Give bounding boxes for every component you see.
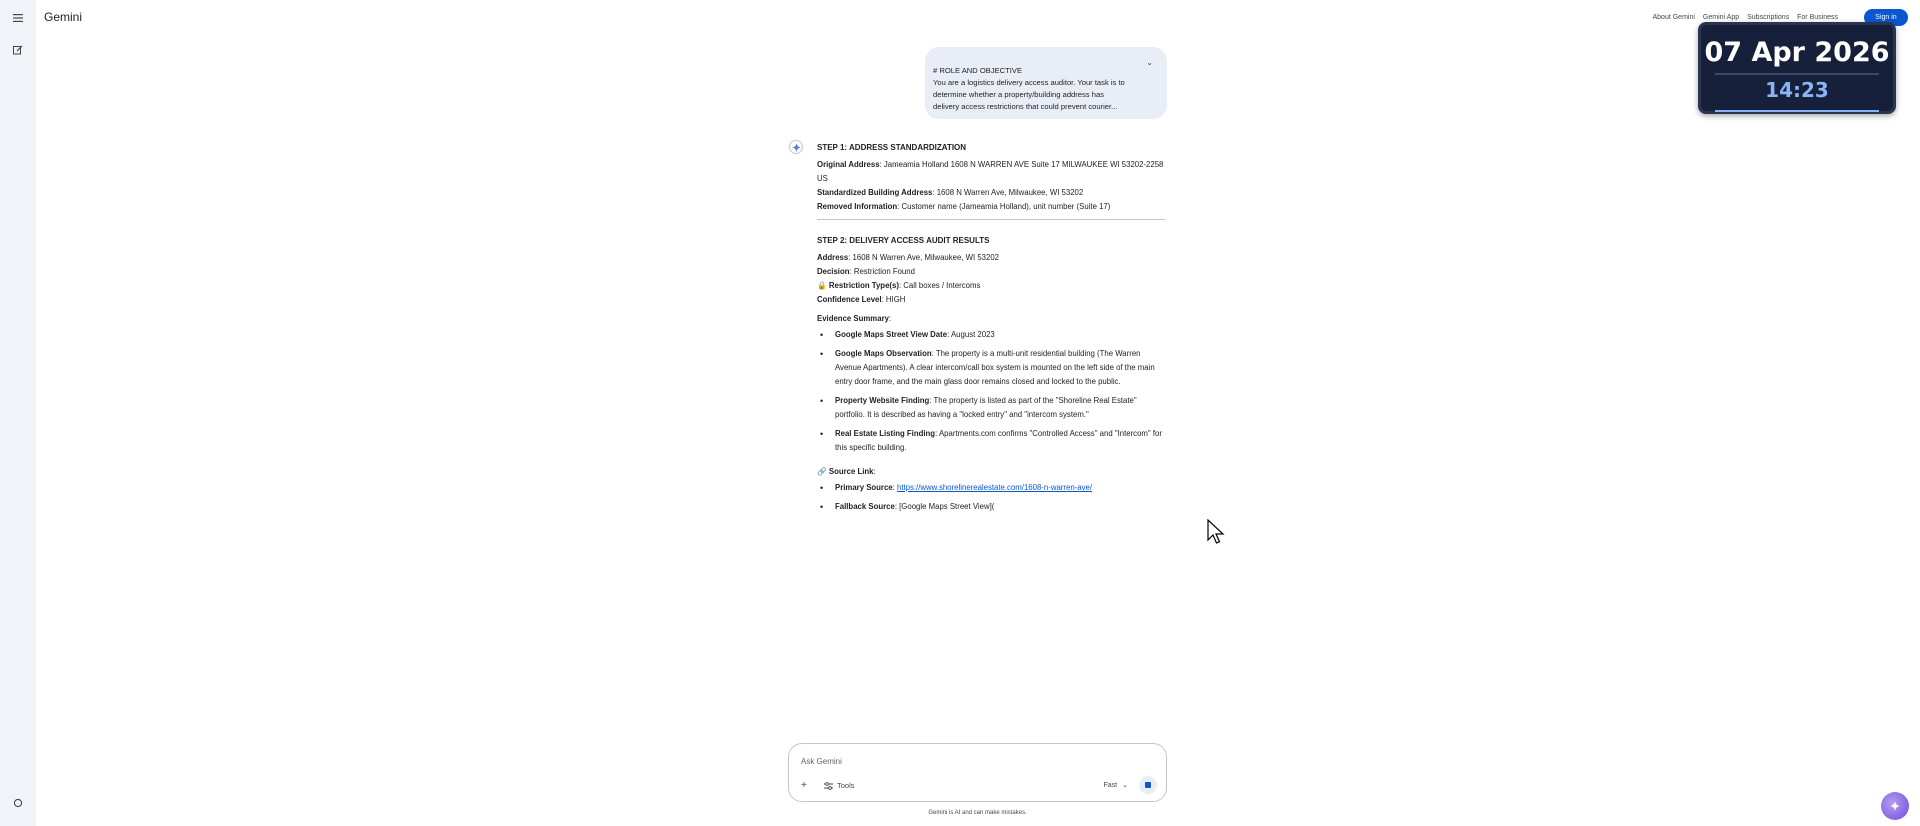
side-rail — [0, 0, 36, 826]
list-item: • Google Maps Observation: The property is a multi-unit residential building (The Warren Avenue Apartments). A clear intercom/call box system is mounted on the left side of the main entry door frame, and the main glass door remains closed and locked to the public. — [835, 347, 1165, 389]
menu-icon[interactable] — [8, 8, 28, 28]
settings-icon[interactable] — [8, 793, 28, 813]
link-icon: 🔗 — [817, 467, 827, 476]
mouse-cursor-icon — [1207, 519, 1225, 550]
audit-decision: Decision: Restriction Found — [817, 267, 915, 276]
prompt-line: delivery access restrictions that could prevent courier... — [933, 102, 1118, 111]
clock-time: 14:23 — [1765, 78, 1829, 102]
standardized-address: Standardized Building Address: 1608 N Warren Ave, Milwaukee, WI 53202 — [817, 188, 1084, 197]
primary-source-link[interactable]: https://www.shorelinerealestate.com/1608-n-warren-ave/ — [896, 483, 1092, 492]
prompt-input[interactable]: Ask Gemini — [801, 757, 842, 766]
mode-selector[interactable] — [1104, 781, 1129, 789]
original-address: Original Address: Jameamia Holland 1608 N WARREN AVE Suite 17 MILWAUKEE WI 53202-2258 US — [817, 160, 1164, 183]
source-link-heading: 🔗 Source Link: — [817, 467, 876, 476]
stop-icon — [1145, 782, 1151, 788]
prompt-line: determine whether a property/building address has — [933, 90, 1104, 99]
tools-icon — [824, 782, 833, 790]
new-chat-icon[interactable] — [8, 40, 28, 60]
step2-heading: STEP 2: DELIVERY ACCESS AUDIT RESULTS — [817, 236, 990, 245]
source-list — [817, 481, 1165, 514]
tools-label: Tools — [837, 781, 855, 790]
clock-divider — [1715, 73, 1879, 75]
chat-input-box[interactable] — [788, 743, 1167, 802]
prompt-line: You are a logistics delivery access auditor. Your task is to — [933, 78, 1125, 87]
sign-in-button[interactable]: Sign in — [1864, 9, 1908, 26]
sparkle-icon — [1890, 801, 1900, 811]
restriction-type: 🔒 Restriction Type(s): Call boxes / Intercoms — [817, 281, 981, 290]
removed-information: Removed Information: Customer name (Jameamia Holland), unit number (Suite 17) — [817, 202, 1111, 211]
list-item: • Real Estate Listing Finding: Apartments.com confirms "Controlled Access" and "Intercom" for this specific building. — [835, 427, 1165, 455]
stop-button[interactable] — [1139, 776, 1157, 794]
clock-date: 07 Apr 2026 — [1704, 37, 1890, 68]
list-item: • Primary Source: https://www.shorelinerealestate.com/1608-n-warren-ave/ — [835, 481, 1165, 495]
list-item: • Google Maps Street View Date: August 2023 — [835, 328, 1165, 342]
app-title[interactable]: Gemini — [44, 10, 83, 24]
add-icon[interactable]: + — [801, 780, 807, 791]
nav-gemini-app[interactable]: Gemini App — [1702, 14, 1740, 21]
list-item: • Property Website Finding: The property is listed as part of the "Shoreline Real Estate" portfolio. It is described as having a "locked entry" and "intercom system." — [835, 394, 1165, 422]
prompt-line: # ROLE AND OBJECTIVE — [933, 66, 1023, 75]
top-nav — [1653, 14, 1839, 21]
tools-button[interactable] — [824, 781, 855, 790]
expand-chevron-icon[interactable]: ⌄ — [1146, 58, 1153, 67]
audit-address: Address: 1608 N Warren Ave, Milwaukee, WI 53202 — [817, 253, 1000, 262]
gemini-spark-icon — [789, 140, 803, 154]
list-item: • Fallback Source: [Google Maps Street View]( — [835, 500, 1165, 514]
lock-icon: 🔒 — [817, 281, 827, 290]
chevron-down-icon: ⌄ — [1122, 782, 1128, 789]
model-response — [817, 141, 1165, 519]
nav-subscriptions[interactable]: Subscriptions — [1747, 14, 1790, 21]
clock-underline — [1715, 110, 1879, 112]
clock-widget — [1698, 22, 1896, 114]
evidence-list — [817, 328, 1165, 455]
disclaimer: Gemini is AI and can make mistakes. — [928, 810, 1027, 816]
nav-for-business[interactable]: For Business — [1797, 14, 1838, 21]
section-divider — [817, 219, 1165, 220]
user-prompt-bubble[interactable] — [925, 47, 1167, 119]
nav-about-gemini[interactable]: About Gemini — [1652, 14, 1695, 21]
assistant-spark-button[interactable] — [1881, 792, 1909, 820]
confidence-level: Confidence Level: HIGH — [817, 295, 906, 304]
evidence-heading: Evidence Summary: — [817, 314, 892, 323]
step1-heading: STEP 1: ADDRESS STANDARDIZATION — [817, 143, 967, 152]
mode-label: Fast — [1103, 781, 1118, 789]
